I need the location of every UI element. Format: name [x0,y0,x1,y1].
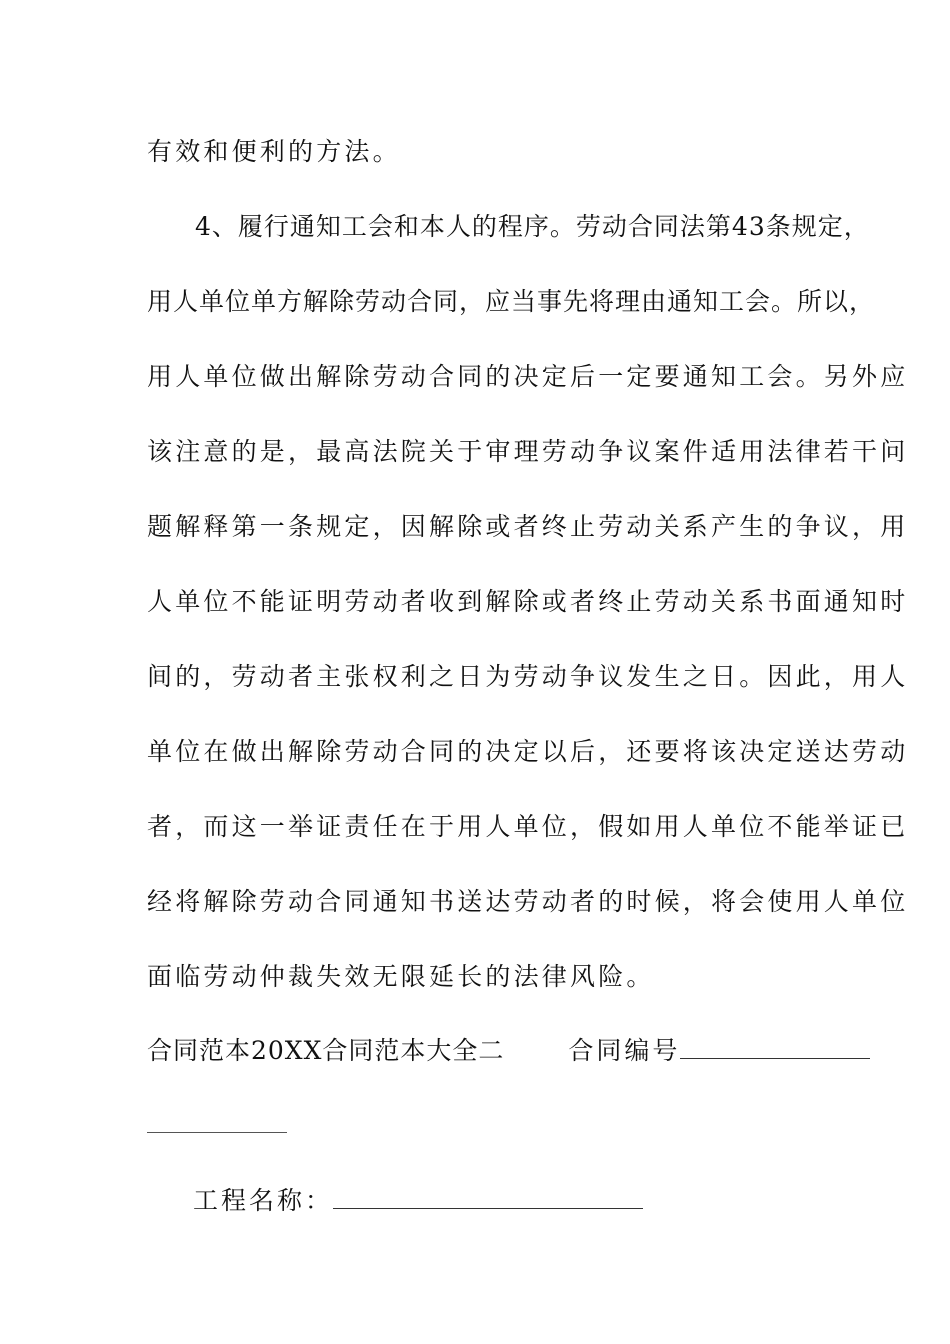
paragraph4-line-3: 用人单位做出解除劳动合同的决定后一定要通知工会。另外应 [147,362,909,391]
paragraph-continuation: 有效和便利的方法。 [147,137,401,166]
contract-heading-row [147,1036,870,1066]
paragraph4-line-7: 间的，劳动者主张权利之日为劳动争议发生之日。因此，用人 [147,662,909,691]
project-name-row [193,1186,643,1216]
paragraph4-line-9: 者，而这一举证责任在于用人单位，假如用人单位不能举证已 [147,812,909,841]
contract-number-label: 合同编号 [568,1036,681,1065]
contract-heading: 合同范本20XX合同范本大全二 [147,1036,505,1065]
paragraph4-line-8: 单位在做出解除劳动合同的决定以后，还要将该决定送达劳动 [147,737,909,766]
project-name-label: 工程名称： [193,1186,334,1215]
contract-number-field-continuation [147,1132,287,1133]
paragraph4-line-6: 人单位不能证明劳动者收到解除或者终止劳动关系书面通知时 [147,587,909,616]
contract-number-field[interactable] [680,1036,870,1059]
paragraph4-line-11: 面临劳动仲裁失效无限延长的法律风险。 [147,962,655,991]
paragraph4-line-2: 用人单位单方解除劳动合同，应当事先将理由通知工会。所以， [147,287,876,316]
paragraph4-line-4: 该注意的是，最高法院关于审理劳动争议案件适用法律若干问 [147,437,909,466]
paragraph4-line-5: 题解释第一条规定，因解除或者终止劳动关系产生的争议，用 [147,512,909,541]
paragraph4-line-1: 4、履行通知工会和本人的程序。劳动合同法第43条规定， [195,212,870,241]
project-name-field[interactable] [333,1186,643,1209]
paragraph4-line-10: 经将解除劳动合同通知书送达劳动者的时候，将会使用人单位 [147,887,909,916]
